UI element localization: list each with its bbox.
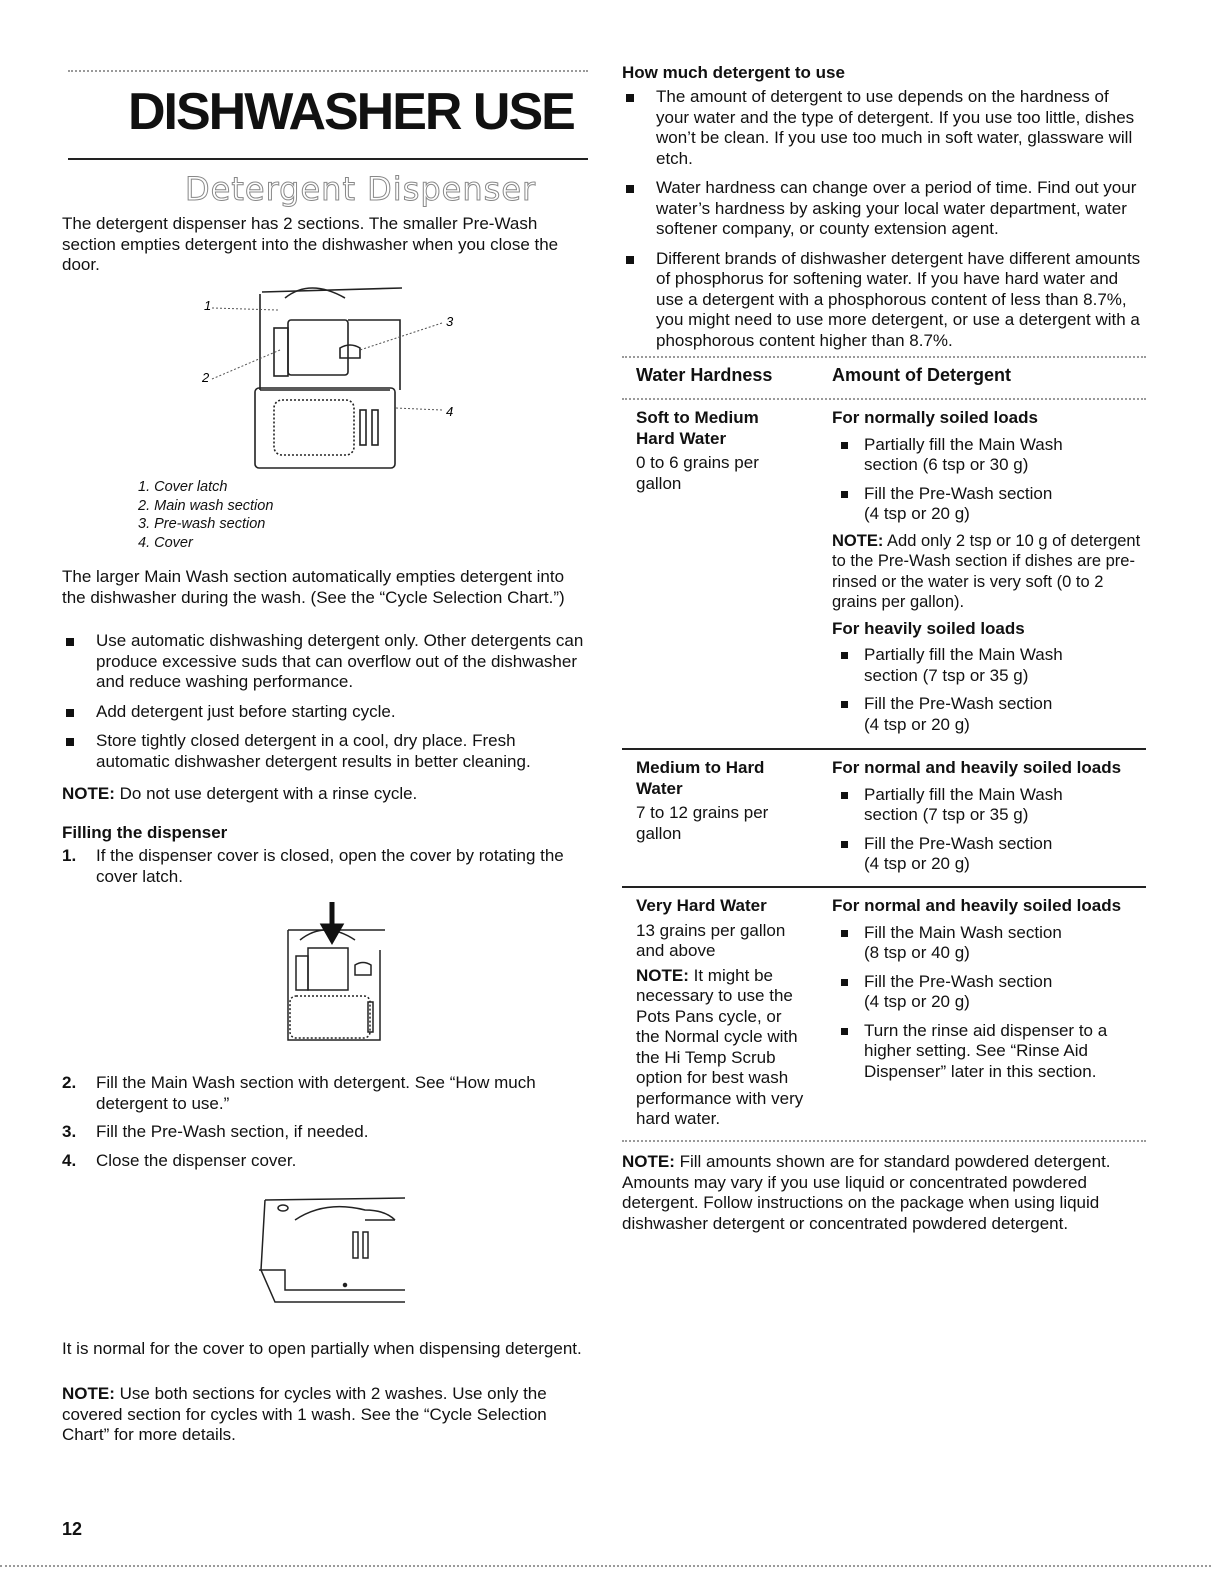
- callout-4: 4: [446, 404, 454, 419]
- group-title: For normal and heavily soiled loads: [832, 758, 1122, 777]
- top-dotted-rule: [68, 70, 588, 72]
- amount-item: Fill the Main Wash section (8 tsp or 40 g): [832, 923, 1064, 964]
- amount-item: Fill the Pre-Wash section (4 tsp or 20 g): [832, 694, 1064, 735]
- hardness-cell: [636, 758, 796, 844]
- page-title: DISHWASHER USE: [128, 83, 574, 141]
- how-much-heading: How much detergent to use: [622, 63, 845, 82]
- hardness-cell: [636, 896, 806, 1130]
- closed-cover-diagram: [255, 1190, 415, 1310]
- header-water-hardness: Water Hardness: [636, 365, 773, 385]
- bottom-note: [622, 1152, 1147, 1234]
- note-label: NOTE:: [832, 531, 884, 550]
- main-wash-paragraph: The larger Main Wash section automatically empties detergent into the dishwasher during the wash. (See the “Cycle Selection Chart.”): [62, 567, 565, 607]
- row-note: [636, 966, 806, 1130]
- amount-item: Fill the Pre-Wash section (4 tsp or 20 g): [832, 972, 1064, 1013]
- filling-heading: Filling the dispenser: [62, 823, 228, 842]
- note-text: Use both sections for cycles with 2 washes. Use only the covered section for cycles with 1 wash. See the “Cycle Selection Chart” for more details.: [62, 1384, 547, 1444]
- caption-cover: 4. Cover: [138, 534, 193, 551]
- hardness-cell: [636, 408, 796, 494]
- dispenser-diagram: [190, 280, 470, 470]
- step-1: [62, 846, 604, 887]
- bullet-amount-depends: The amount of detergent to use depends on the hardness of your water and the type of detergent. If you use too little, dishes won’t be clean. If you use too much in soft water, glassware will etch.: [622, 87, 1144, 169]
- step-number: 2.: [62, 1073, 77, 1092]
- callout-1: 1: [204, 298, 212, 313]
- note-label: NOTE:: [62, 784, 115, 803]
- table-top-rule: [622, 356, 1146, 358]
- table-header-rule: [622, 398, 1146, 400]
- amount-cell: [832, 408, 1146, 735]
- section-title: Detergent Dispenser: [185, 170, 537, 208]
- step-text: Fill the Pre-Wash section, if needed.: [96, 1122, 369, 1141]
- note-text: Fill amounts shown are for standard powdered detergent. Amounts may vary if you use liquid or concentrated powdered detergent. Follow instructions on the package when using liquid dishwasher detergent or concentrated powdered detergent.: [622, 1152, 1111, 1233]
- step-4: [62, 1151, 570, 1172]
- figure1-captions: [138, 478, 273, 552]
- callout-3: 3: [446, 314, 454, 329]
- open-cover-diagram: [280, 900, 400, 1050]
- amount-cell: [832, 896, 1146, 1082]
- step-2: [62, 1073, 570, 1114]
- usage-bullets: [62, 631, 584, 772]
- amount-item: Fill the Pre-Wash section (4 tsp or 20 g): [832, 834, 1064, 875]
- step-number: 3.: [62, 1122, 77, 1141]
- note-text: It might be necessary to use the Pots Pans cycle, or the Normal cycle with the Hi Temp Scrub option for best wash performance with very hard water.: [636, 965, 804, 1128]
- normal-open-paragraph: It is normal for the cover to open partially when dispensing detergent.: [62, 1339, 582, 1358]
- step-text: If the dispenser cover is closed, open the cover by rotating the cover latch.: [96, 846, 564, 886]
- row-divider: [622, 886, 1146, 888]
- bullet-water-hardness: Water hardness can change over a period of time. Find out your water’s hardness by asking your local water department, water softener company, or county extension agent.: [622, 178, 1144, 240]
- note-label: NOTE:: [62, 1384, 115, 1403]
- step-number: 1.: [62, 846, 77, 865]
- page-number: 12: [62, 1519, 83, 1539]
- hardness-label: Soft to Medium Hard Water: [636, 408, 759, 448]
- grains-label: 13 grains per gallon and above: [636, 920, 786, 960]
- note-label: NOTE:: [636, 965, 689, 985]
- note-both-sections: [62, 1384, 587, 1446]
- amount-cell: [832, 758, 1146, 875]
- caption-main-wash: 2. Main wash section: [138, 497, 274, 514]
- step-3: [62, 1122, 570, 1143]
- amount-item: Partially fill the Main Wash section (6 tsp or 30 g): [832, 435, 1064, 476]
- step-number: 4.: [62, 1150, 77, 1170]
- intro-paragraph: The detergent dispenser has 2 sections. The smaller Pre-Wash section empties detergent into the dishwasher when you close the door.: [62, 214, 559, 274]
- header-amount-detergent: Amount of Detergent: [832, 365, 1011, 385]
- step-text: Close the dispenser cover.: [96, 1150, 297, 1170]
- bullet-store-detergent: Store tightly closed detergent in a cool, dry place. Fresh automatic dishwasher detergent results in better cleaning.: [62, 731, 584, 772]
- bullet-add-detergent: Add detergent just before starting cycle.: [62, 702, 584, 723]
- bullet-use-automatic: Use automatic dishwashing detergent only. Other detergents can produce excessive suds that can overflow out of the dishwasher and reduce washing performance.: [62, 631, 584, 693]
- caption-cover-latch: 1. Cover latch: [138, 479, 228, 495]
- note-text: Do not use detergent with a rinse cycle.: [114, 784, 418, 803]
- group-title: For heavily soiled loads: [832, 618, 1025, 638]
- steps-list: [62, 1073, 570, 1171]
- amount-item: Turn the rinse aid dispenser to a higher setting. See “Rinse Aid Dispenser” later in this section.: [832, 1021, 1124, 1083]
- amount-item: Partially fill the Main Wash section (7 tsp or 35 g): [832, 785, 1064, 826]
- grains-label: 7 to 12 grains per gallon: [636, 803, 769, 843]
- note-rinse-cycle: [62, 784, 582, 805]
- group-title: For normally soiled loads: [832, 408, 1038, 427]
- table-bottom-rule: [622, 1140, 1146, 1142]
- amount-item: Partially fill the Main Wash section (7 tsp or 35 g): [832, 645, 1064, 686]
- callout-2: 2: [202, 370, 210, 385]
- title-underline: [68, 158, 588, 160]
- step-text: Fill the Main Wash section with detergent. See “How much detergent to use.”: [96, 1073, 536, 1113]
- amount-item: Fill the Pre-Wash section (4 tsp or 20 g): [832, 484, 1064, 525]
- bullet-phosphorus: Different brands of dishwasher detergent have different amounts of phosphorus for softening water. If you have hard water and use a detergent with a phosphorous content of less than 8.7%, you might need to use more detergent, or use a detergent with a phosphorous content higher than 8.7%.: [622, 249, 1144, 352]
- caption-pre-wash: 3. Pre-wash section: [138, 516, 266, 532]
- grains-label: 0 to 6 grains per gallon: [636, 453, 759, 493]
- note-text: Add only 2 tsp or 10 g of detergent to the Pre-Wash section if dishes are pre-rinsed or the water is very soft (0 to 2 grains per gallon).: [832, 531, 1141, 611]
- hardness-label: Medium to Hard Water: [636, 758, 765, 798]
- page-bottom-rule: [0, 1565, 1211, 1567]
- row-divider: [622, 748, 1146, 750]
- note-label: NOTE:: [622, 1152, 675, 1171]
- hardness-label: Very Hard Water: [636, 896, 767, 915]
- down-arrow-icon: [324, 902, 340, 940]
- row-note: [832, 531, 1146, 613]
- how-much-bullets: [622, 87, 1144, 351]
- group-title: For normal and heavily soiled loads: [832, 896, 1122, 915]
